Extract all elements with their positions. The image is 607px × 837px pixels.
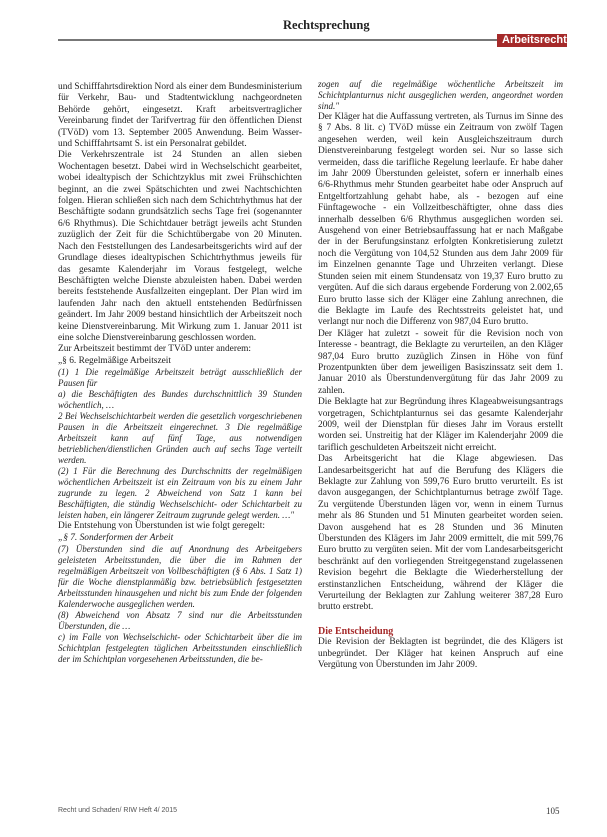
quoted-paragraph: 2 Bei Wechselschichtarbeit werden die gesetzlich vorgeschriebenen Pausen in die Arbeitszeit eingerechnet. 3 Die regelmäßige Arbeitszeit kann auf fünf Tage, aus notwendigen betrieblichen/dienstlichen Gründen auch auf sechs Tage verteilt werden. <box>58 411 302 466</box>
paragraph: „§ 6. Regelmäßige Arbeitszeit <box>58 355 171 366</box>
quoted-paragraph: (7) Überstunden sind die auf Anordnung des Arbeitgebers geleisteten Arbeitsstunden, die über die im Rahmen der regelmäßigen Arbeitszeit von Vollbeschäftigten (§ 6 Abs. 1 Satz 1) für die Woche dienstplanmäßig bzw. betriebsüblich festgesetzten Arbeitsstunden hinausgehen und nicht bis zum Ende der folgenden Kalenderwoche ausgeglichen werden. <box>58 543 302 609</box>
subheading: Die Entscheidung <box>318 625 394 637</box>
paragraph: Die Beklagte hat zur Begründung ihres Klageabweisungsantrags vorgetragen, Schichtplanturnus sei das gesamte Kalenderjahr 2009, weil der Dienstplan für dieses Jahr im Voraus erstellt worden sei. Unstreitig hat der Kläger im Kalenderjahr 2009 die tariflich geschuldeten Arbeitszeit nicht erreicht. <box>318 397 563 453</box>
quoted-paragraph: c) im Falle von Wechselschicht- oder Schichtarbeit über die im Schichtplan festgelegten täglichen Arbeitsstunden einschließlich der im Schichtplan vorgesehenen Arbeitsstunden, die be- <box>58 631 302 664</box>
paragraph: Zur Arbeitszeit bestimmt der TVöD unter anderem: <box>58 344 252 355</box>
quoted-paragraph: zogen auf die regelmäßige wöchentliche Arbeitszeit im Schichtplanturnus nicht ausgeglichen werden, angeordnet worden sind." <box>318 79 563 111</box>
paragraph: Das Arbeitsgericht hat die Klage abgewiesen. Das Landesarbeitsgericht hat auf die Berufung des Klägers die Beklagte zur Zahlung von 599,76 Euro brutto verurteilt. Es ist davon ausgegangen, der Schichtplanturnus betrage zwölf Tage. Zu vergütende Überstunden lägen vor, wenn in einem Turnus mehr als 86 Stunden und 51 Minuten gearbeitet worden seien. Davon ausgehend hat es 28 Stunden und 36 Minuten Überstunden des Klägers im Jahr 2009 ermittelt, die mit 599,76 Euro brutto zu vergüten seien. Mit der vom Landesarbeitsgericht beschränkt auf den vorliegenden Streitgegenstand zugelassenen Revision begehrt die Beklagte die Wiederherstellung der erstinstanzlichen Entscheidung, während der Kläger die Verurteilung der Beklagten zur Zahlung weiterer 387,28 Euro brutto erstrebt. <box>318 454 563 613</box>
section-label: Arbeitsrecht <box>497 34 567 47</box>
header-rule <box>58 39 555 41</box>
paragraph: Die Verkehrszentrale ist 24 Stunden an allen sieben Wochentagen besetzt. Dabei wird in Wechselschicht gearbeitet, wobei idealtypisch der Schichtzyklus mit zwei Frühschichten beginnt, an die zwei Spätschichten und zwei Nachtschichten folgen. Hieran schließen sich nach dem Schichtrhythmus hat der Beschäftigte sodann grundsätzlich sechs Tage frei (sogenannter 6/6 Rhythmus). Die Schichtdauer beträgt jeweils acht Stunden zuzüglich der Zeit für die Schichtübergabe von 20 Minuten. Nach den Feststellungen des Landesarbeitsgerichts wird auf der Grundlage dieses idealtypischen Schichtrhythmus jeweils für das gesamte Kalenderjahr im Voraus festgelegt, welche Beschäftigten welche Dienste abzuleisten haben. Dabei werden bereits feststehende Ausfallzeiten eingeplant. Der Plan wird im laufenden Jahr nach den aktuell entstehenden Bedürfnissen geändert. Im Jahr 2009 bestand hinsichtlich der Arbeitszeit noch keine Dienstvereinbarung. Mit Wirkung zum 1. Januar 2011 ist eine solche Dienstvereinbarung geschlossen worden. <box>58 150 302 343</box>
paragraph: „§ 7. Sonderformen der Arbeit <box>58 532 174 543</box>
paragraph: Die Entstehung von Überstunden ist wie folgt geregelt: <box>58 521 265 532</box>
paragraph: und Schifffahrtsdirektion Nord als einer dem Bundesministerium für Verkehr, Bau- und Stadtentwicklung nachgeordneten Behörde gehört, eingesetzt. Kraft arbeitsvertraglicher Vereinbarung findet der Tarifvertrag für den öffentlichen Dienst (TVöD) vom 13. September 2005 Anwendung. Beim Wasser- und Schifffahrtsamt S. ist ein Personalrat gebildet. <box>58 82 302 150</box>
quoted-paragraph: a) die Beschäftigten des Bundes durchschnittlich 39 Stunden wöchentlich, … <box>58 389 302 411</box>
paragraph: Der Kläger hat zuletzt - soweit für die Revision noch von Interesse - beantragt, die Beklagte zu verurteilen, an den Kläger 987,04 Euro brutto zuzüglich Zinsen in Höhe von fünf Prozentpunkten über dem jeweiligen Basiszinssatz seit dem 1. Januar 2010 als Überstundenvergütung für das Jahr 2009 zu zahlen. <box>318 328 563 396</box>
paragraph: Der Kläger hat die Auffassung vertreten, als Turnus im Sinne des § 7 Abs. 8 lit. c) TVöD müsse ein Zeitraum von zwölf Tagen angesehen werden, weil kein Ausgleichszeitraum durch Dienstvereinbarung festgelegt worden sei. Nur so lasse sich vermeiden, dass die tarifliche Regelung leerlaufe. Er habe daher im Jahr 2009 Überstunden geleistet, sofern er innerhalb eines 6/6-Rhythmus mehr Stunden gearbeitet habe oder Anspruch auf Entgeltfortzahlung gehabt habe, als - bezogen auf eine Fünftagewoche - ein Vollzeitbeschäftigter, ohne dass dies innerhalb desselben 6/6 Rhythmus ausgeglichen worden sei. Ausgehend von einer Betriebsauffassung hat er nach Maßgabe der in der Berufungsinstanz erfolgten Konkretisierung zuletzt noch die Vergütung von 104,52 Stunden aus dem Jahr 2009 für im Einzelnen genannte Tage und Uhrzeiten verlangt. Diese Stunden seien mit einem Stundensatz von 19,37 Euro brutto zu vergüten. Auf die sich daraus ergebende Forderung von 2.002,65 Euro brutto lasse sich der Kläger eine Zahlung anrechnen, die die Beklagte im Laufe des Rechtsstreits geleistet hat, und verlangt nur noch die Differenz von 987,04 Euro brutto. <box>318 112 563 328</box>
journal-footer: Recht und Schaden/ RIW Heft 4/ 2015 <box>58 807 178 814</box>
left-column <box>58 82 302 665</box>
quoted-paragraph: (8) Abweichend von Absatz 7 sind nur die Arbeitsstunden Überstunden, die … <box>58 609 302 631</box>
quoted-paragraph: (2) 1 Für die Berechnung des Durchschnitts der regelmäßigen wöchentlichen Arbeitszeit ist ein Zeitraum von bis zu einem Jahr zugrunde zu legen. 2 Abweichend von Satz 1 kann bei Beschäftigten, die ständig Wechselschicht- oder Schichtarbeit zu leisten haben, ein längerer Zeitraum zugrunde gelegt werden. …" <box>58 466 302 521</box>
page-number: 105 <box>546 806 560 816</box>
quoted-paragraph: (1) 1 Die regelmäßige Arbeitszeit beträgt ausschließlich der Pausen für <box>58 367 302 389</box>
section-title: Rechtsprechung <box>283 18 370 32</box>
right-column <box>318 79 563 672</box>
paragraph: Die Revision der Beklagten ist begründet, die des Klägers ist unbegründet. Der Kläger hat keinen Anspruch auf eine Vergütung von Überstunden im Jahr 2009. <box>318 637 563 671</box>
